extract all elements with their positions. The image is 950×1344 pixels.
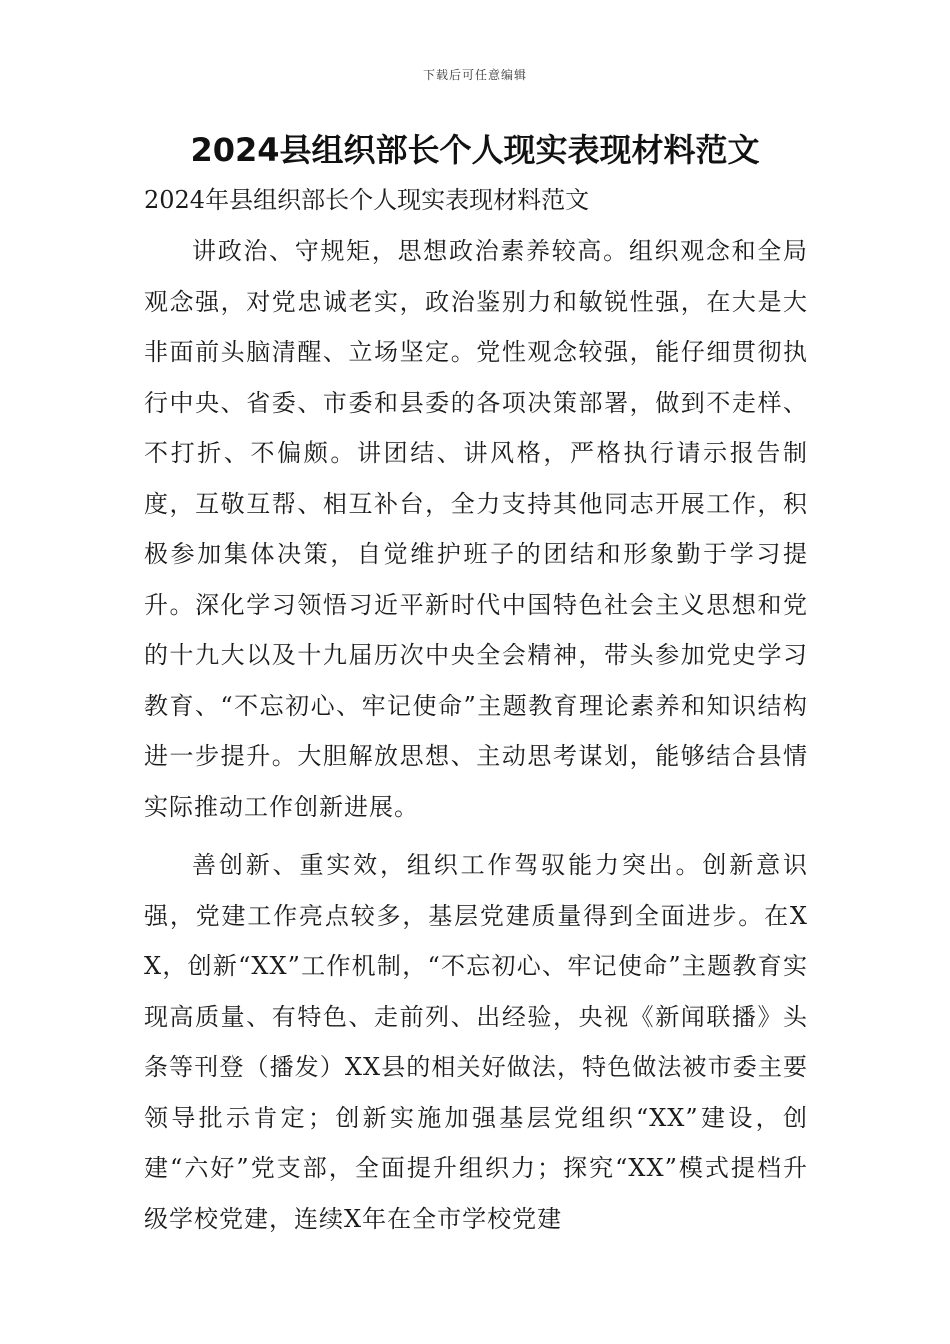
document-subtitle: 2024年县组织部长个人现实表现材料范文 — [144, 186, 590, 214]
header-note: 下载后可任意编辑 — [422, 68, 527, 82]
paragraph-2: 善创新、重实效，组织工作驾驭能力突出。创新意识强，党建工作亮点较多，基层党建质量得到全面进步。在XX，创新“XX”工作机制，“不忘初心、牢记使命”主题教育实现高质量、有特色、走前列、出经验，央视《新闻联播》头条等刊登（播发）XX县的相关好做法，特色做法被市委主要领导批示肯定；创新实施加强基层党组织“XX”建设，创建“六好”党支部，全面提升组织力；探究“XX”模式提档升级学校党建，连续X年在全市学校党建 — [144, 851, 808, 1233]
document-body — [144, 226, 808, 1244]
paragraph-1: 讲政治、守规矩，思想政治素养较高。组织观念和全局观念强，对党忠诚老实，政治鉴别力和敏锐性强，在大是大非面前头脑清醒、立场坚定。党性观念较强，能仔细贯彻执行中央、省委、市委和县委的各项决策部署，做到不走样、不打折、不偏颇。讲团结、讲风格，严格执行请示报告制度，互敬互帮、相互补台，全力支持其他同志开展工作，积极参加集体决策，自觉维护班子的团结和形象勤于学习提升。深化学习领悟习近平新时代中国特色社会主义思想和党的十九大以及十九届历次中央全会精神，带头参加党史学习教育、“不忘初心、牢记使命”主题教育理论素养和知识结构进一步提升。大胆解放思想、主动思考谋划，能够结合县情实际推动工作创新进展。 — [144, 237, 808, 821]
document-title: 2024县组织部长个人现实表现材料范文 — [190, 131, 760, 169]
